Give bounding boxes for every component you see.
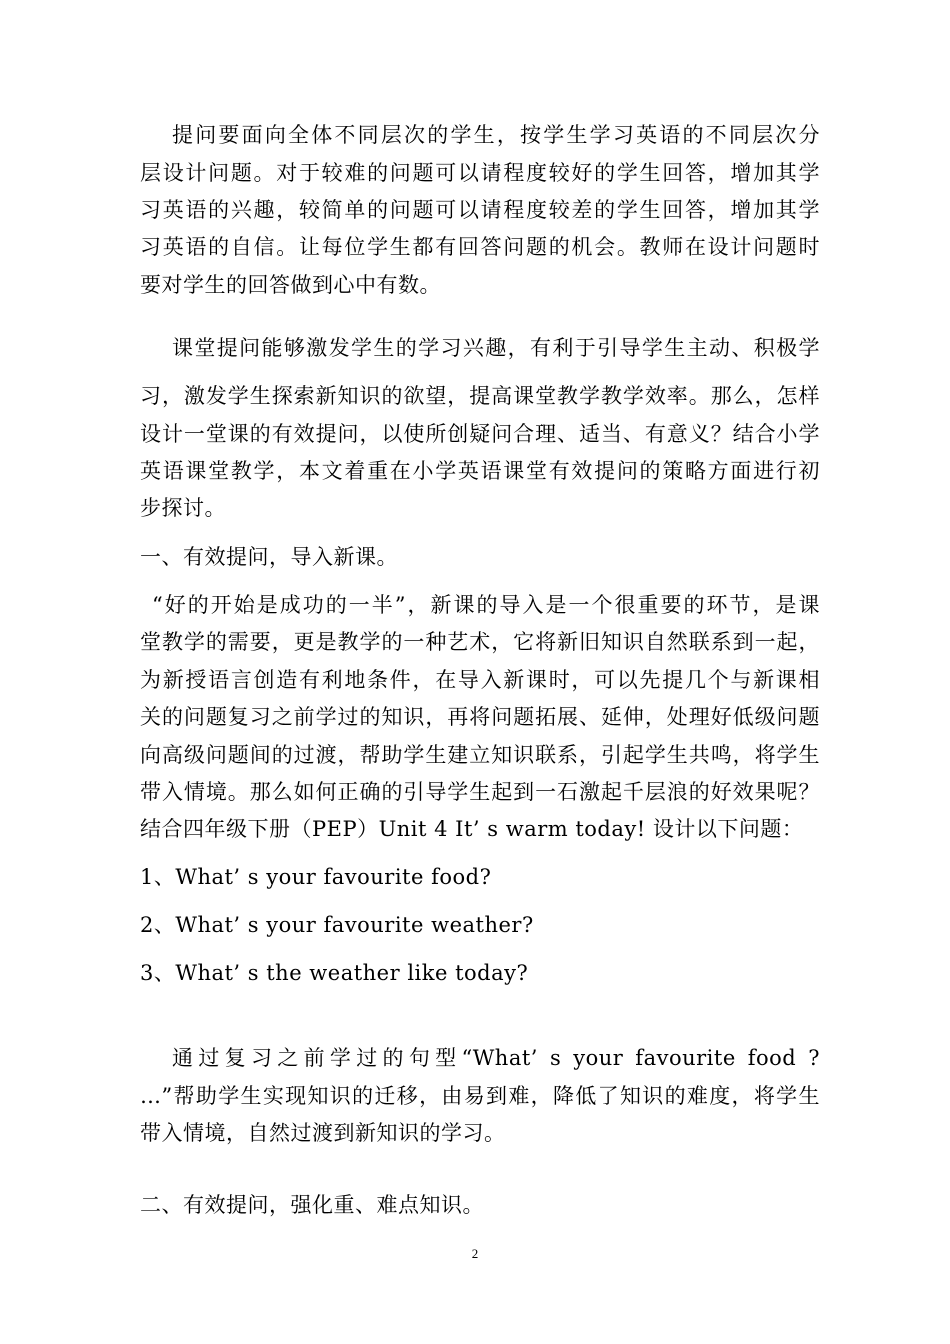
paragraph-2-line-5: 步探讨。 bbox=[140, 496, 226, 520]
paragraph-3-line-6: 带入情境。那么如何正确的引导学生起到一石激起千层浪的好效果呢？ bbox=[140, 780, 820, 804]
paragraph-2-line-3: 设计一堂课的有效提问，以使所创疑问合理、适当、有意义？结合小学 bbox=[140, 422, 820, 446]
paragraph-1-line-2: 层设计问题。对于较难的问题可以请程度较好的学生回答，增加其学 bbox=[140, 161, 820, 185]
paragraph-1-line-5: 要对学生的回答做到心中有数。 bbox=[140, 273, 441, 297]
paragraph-3-line-2: 堂教学的需要，更是教学的一种艺术，它将新旧知识自然联系到一起， bbox=[140, 630, 820, 654]
paragraph-2-line-1: 课堂提问能够激发学生的学习兴趣，有利于引导学生主动、积极学 bbox=[172, 336, 820, 360]
section-heading-2: 二、有效提问，强化重、难点知识。 bbox=[140, 1193, 484, 1217]
paragraph-3-line-7: 结合四年级下册（PEP）Unit 4 It’ s warm today! 设计以下问题： bbox=[140, 817, 804, 841]
paragraph-1-line-3: 习英语的兴趣，较简单的问题可以请程度较差的学生回答，增加其学 bbox=[140, 198, 820, 222]
question-item-2: 2、What’ s your favourite weather? bbox=[140, 913, 534, 937]
paragraph-3-line-5: 向高级问题间的过渡，帮助学生建立知识联系，引起学生共鸣，将学生 bbox=[140, 743, 820, 767]
section-heading-1: 一、有效提问，导入新课。 bbox=[140, 545, 398, 569]
paragraph-2-line-4: 英语课堂教学，本文着重在小学英语课堂有效提问的策略方面进行初 bbox=[140, 459, 820, 483]
paragraph-4-line-2: …”帮助学生实现知识的迁移，由易到难，降低了知识的难度，将学生 bbox=[140, 1084, 820, 1108]
page-number: 2 bbox=[471, 1246, 479, 1261]
paragraph-4-line-1: 通过复习之前学过的句型“What’ s your favourite food ? bbox=[172, 1046, 820, 1070]
paragraph-1-line-1: 提问要面向全体不同层次的学生，按学生学习英语的不同层次分 bbox=[172, 123, 820, 147]
question-item-1: 1、What’ s your favourite food? bbox=[140, 865, 492, 889]
paragraph-1-line-4: 习英语的自信。让每位学生都有回答问题的机会。教师在设计问题时 bbox=[140, 235, 820, 259]
question-item-3: 3、What’ s the weather like today? bbox=[140, 961, 529, 985]
paragraph-3-line-4: 关的问题复习之前学过的知识，再将问题拓展、延伸，处理好低级问题 bbox=[140, 705, 820, 729]
paragraph-2-line-2: 习，激发学生探索新知识的欲望，提高课堂教学教学效率。那么，怎样 bbox=[140, 384, 820, 408]
paragraph-3-line-1: “好的开始是成功的一半”，新课的导入是一个很重要的环节，是课 bbox=[152, 593, 820, 617]
paragraph-3-line-3: 为新授语言创造有利地条件，在导入新课时，可以先提几个与新课相 bbox=[140, 668, 820, 692]
paragraph-4-line-3: 带入情境，自然过渡到新知识的学习。 bbox=[140, 1121, 506, 1145]
